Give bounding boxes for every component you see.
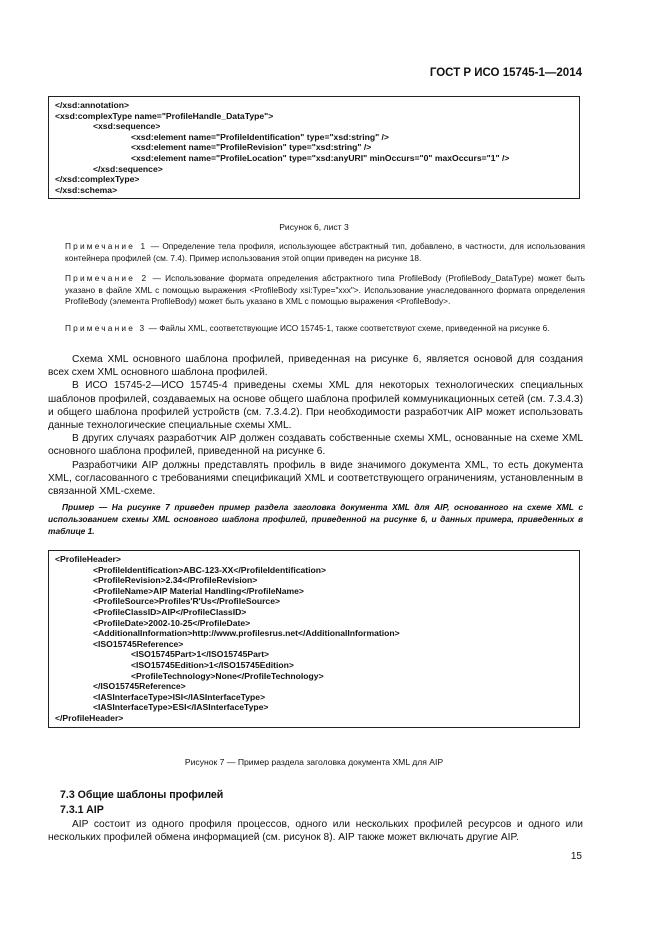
note-3-label: Примечание 3 xyxy=(65,323,147,333)
paragraph: В ИСО 15745-2—ИСО 15745-4 приведены схемы XML для некоторых технологических специальных шаблонов профилей, создаваемых на основе общего шаблона профилей коммуникационных сетей (см. 7.3.4.3) и общего шаблона профилей устройств (см. 7.3.4.2). При необходимости разработчик AIP может использовать данные технологические специальные схемы XML. xyxy=(48,380,583,432)
note-2-text: — Использование формата определения абстрактного типа ProfileBody (ProfileBody_DataType) может быть указано в файле XML с помощью выражения <ProfileBody xsi:Type="xxx">. Использование унаследованного формата определения ProfileBody (элемента ProfileBody) может быть указано в XML с помощью выражения <ProfileBody>. xyxy=(65,273,586,306)
note-2-label: Примечание 2 xyxy=(65,273,149,283)
xml-schema-code-block xyxy=(48,96,580,199)
code-line: <ProfileDate>2002-10-25</ProfileDate> xyxy=(93,617,251,628)
figure-6-caption: Рисунок 6, лист 3 xyxy=(279,222,349,232)
xml-profile-header-code-block xyxy=(48,550,580,728)
section-7-3-1-body xyxy=(48,818,583,844)
code-line: </xsd:complexType> xyxy=(55,174,140,185)
section-heading-7-3-1: 7.3.1 AIP xyxy=(60,804,104,816)
body-text xyxy=(48,353,583,498)
code-line: <AdditionalInformation>http://www.profilesrus.net</AdditionalInformation> xyxy=(93,628,400,639)
paragraph: Разработчики AIP должны представлять профиль в виде значимого документа XML, то есть документа XML, согласованного с требованиями спецификаций XML и соответствующего ограничениям, установленным в связанной XML-схеме. xyxy=(48,459,583,498)
code-line: </xsd:annotation> xyxy=(55,100,130,110)
document-header: ГОСТ Р ИСО 15745-1—2014 xyxy=(429,67,582,79)
code-line: <ProfileSource>Profiles'R'Us</ProfileSource> xyxy=(93,596,281,607)
note-3 xyxy=(65,323,585,335)
paragraph: Схема XML основного шаблона профилей, приведенная на рисунке 6, является основой для создания всех схем XML основного шаблона профилей. xyxy=(48,354,583,379)
example-text: Пример — На рисунке 7 приведен пример раздела заголовка документа XML для AIP, основанного на схеме XML с использованием схемы XML основного шаблона профилей, приведенной на рисунке 6, и данных примера, приведенных в таблице 1. xyxy=(48,502,583,536)
code-line: <ProfileHeader> xyxy=(55,554,121,564)
code-line: <IASInterfaceType>ESI</IASInterfaceType> xyxy=(93,702,269,713)
section-heading-7-3: 7.3 Общие шаблоны профилей xyxy=(60,789,224,801)
note-2 xyxy=(65,273,585,308)
code-line: <xsd:element name="ProfileIdentification" type="xsd:string" /> xyxy=(131,131,389,142)
code-line: </ProfileHeader> xyxy=(55,712,124,723)
code-line: <xsd:element name="ProfileRevision" type="xsd:string" /> xyxy=(131,142,372,153)
paragraph: В других случаях разработчик AIP должен создавать собственные схемы XML, основанные на схеме XML основного шаблона профилей, приведенной на рисунке 6. xyxy=(48,433,583,458)
note-1 xyxy=(65,241,585,264)
paragraph: AIP состоит из одного профиля процессов, одного или нескольких профилей ресурсов и одного или нескольких профилей обмена информацией (см. рисунок 8). AIP также может включать другие AIP. xyxy=(48,819,583,844)
code-line: <ISO15745Reference> xyxy=(93,638,184,649)
code-line: <IASInterfaceType>ISI</IASInterfaceType> xyxy=(93,691,266,702)
code-line: </xsd:schema> xyxy=(55,184,118,195)
code-line: </ISO15745Reference> xyxy=(93,681,186,692)
code-line: <xsd:complexType name="ProfileHandle_DataType"> xyxy=(55,110,274,121)
code-line: <ProfileClassID>AIP</ProfileClassID> xyxy=(93,606,247,617)
page-number: 15 xyxy=(570,851,582,862)
code-line: <ProfileIdentification>ABC-123-XX</ProfileIdentification> xyxy=(93,564,327,575)
code-line: <xsd:element name="ProfileLocation" type="xsd:anyURI" minOccurs="0" maxOccurs="1" /> xyxy=(131,152,510,163)
code-line: <ProfileName>AIP Material Handling</ProfileName> xyxy=(93,585,304,596)
code-line: <ProfileTechnology>None</ProfileTechnology> xyxy=(131,670,324,681)
code-line: <xsd:sequence> xyxy=(93,121,161,132)
code-line: </xsd:sequence> xyxy=(93,163,163,174)
code-line: <ProfileRevision>2.34</ProfileRevision> xyxy=(93,575,258,586)
figure-7-caption: Рисунок 7 — Пример раздела заголовка документа XML для AIP xyxy=(184,757,444,767)
code-line: <ISO15745Part>1</ISO15745Part> xyxy=(131,649,270,660)
code-line: <ISO15745Edition>1</ISO15745Edition> xyxy=(131,659,294,670)
note-1-text: — Определение тела профиля, использующее абстрактный тип, добавлено, в частности, для использования контейнера профилей (см. 7.4). Пример использования этой опции приведен на рисунке 18. xyxy=(65,241,585,263)
note-3-text: — Файлы XML, соответствующие ИСО 15745-1, также соответствуют схеме, приведенной на рисунке 6. xyxy=(146,323,550,333)
note-1-label: Примечание 1 xyxy=(65,241,148,251)
